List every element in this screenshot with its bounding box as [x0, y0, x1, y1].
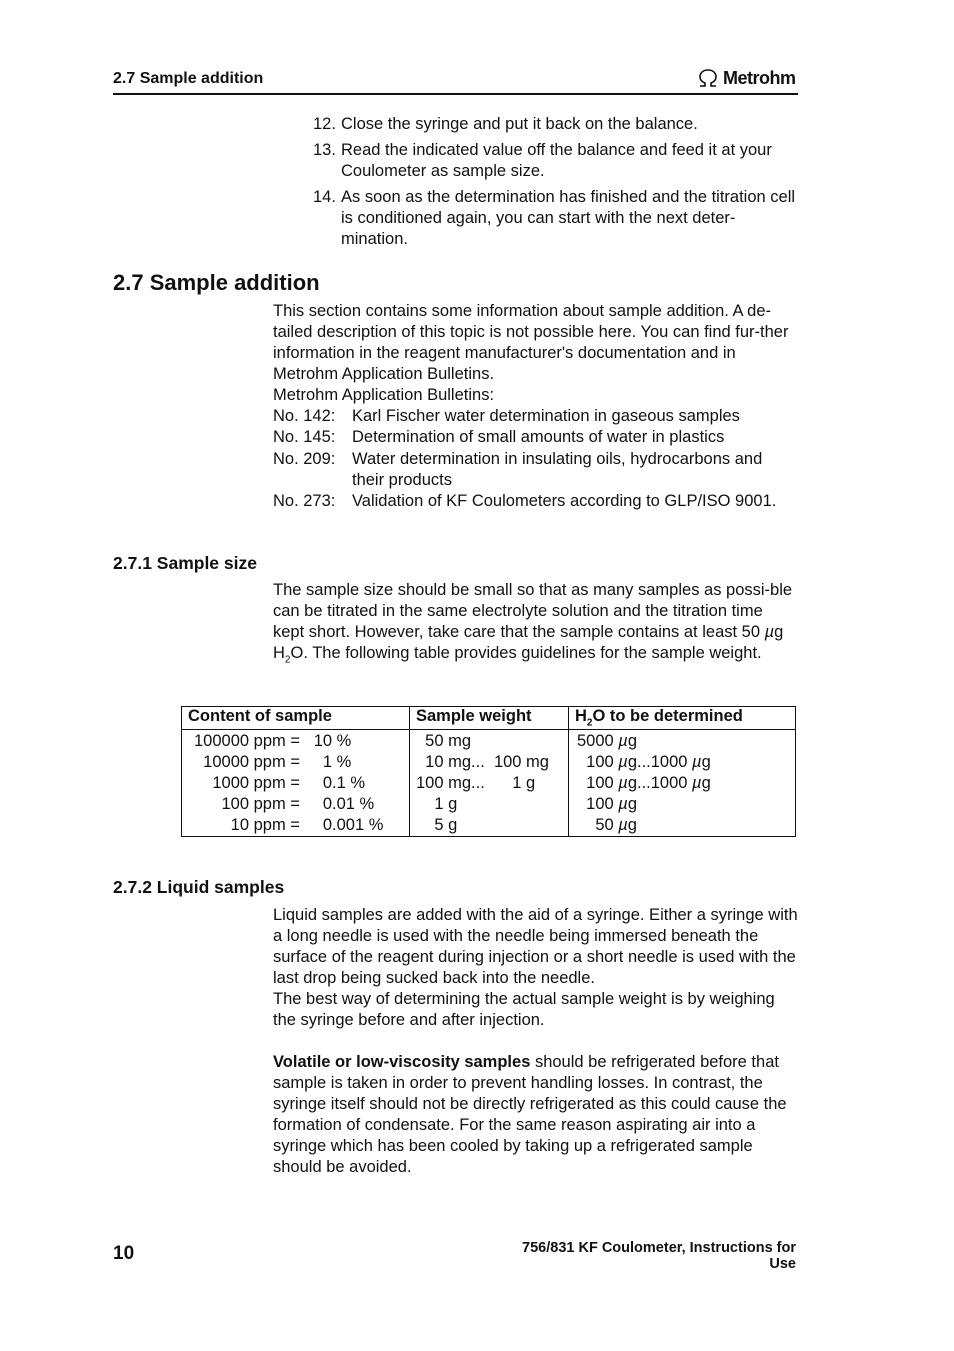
text-run: g...1000 [627, 774, 693, 792]
column-header: Sample weight [410, 707, 569, 730]
text-run: g [627, 732, 637, 750]
text-run: 100 [577, 774, 619, 792]
table-cell: 100000 ppm = 10 % [194, 732, 352, 750]
table-header-row [182, 707, 796, 730]
list-item [313, 140, 798, 182]
liquid-paragraph-3 [273, 1052, 798, 1178]
bulletin-item [273, 427, 798, 448]
footer-title: 756/831 KF Coulometer, Instructions for Use [522, 1240, 796, 1272]
section-heading: 2.7 Sample addition [113, 270, 320, 295]
weight-column [410, 730, 569, 837]
step-number: 14. [313, 188, 336, 206]
bulletin-title: Determination of small amounts of water in plastics [352, 428, 725, 446]
content-column [182, 730, 410, 837]
step-text: Close the syringe and put it back on the balance. [341, 115, 698, 133]
sample-weight-table [181, 706, 796, 837]
bulletin-number: No. 145: [273, 428, 336, 446]
subscript: 2 [284, 654, 291, 666]
bulletin-number: No. 273: [273, 492, 336, 510]
bulletin-number: No. 142: [273, 407, 336, 425]
text-run: O to be determined [592, 707, 743, 725]
bulletin-title: Water determination in insulating oils, hydrocarbons and their products [352, 450, 763, 489]
page-number: 10 [113, 1243, 135, 1264]
subsection-heading-liquid-samples: 2.7.2 Liquid samples [113, 877, 285, 897]
table-cell: 50 mg [416, 732, 472, 750]
table-cell: 10 mg... 100 mg [416, 753, 549, 771]
bulletin-item [273, 491, 798, 512]
table-cell: 1 g [416, 795, 458, 813]
table-cell: 100 ppm = 0.01 % [194, 795, 375, 813]
running-header: 2.7 Sample addition [113, 70, 264, 87]
subsection-heading-sample-size: 2.7.1 Sample size [113, 553, 257, 573]
bulletins-label: Metrohm Application Bulletins: [273, 386, 495, 404]
step-number: 12. [313, 115, 336, 133]
logo-wordmark: Metrohm [723, 67, 796, 88]
section-intro: This section contains some information about sample addition. A de-tailed description of this topic is not possible here. You can find fur-ther information in the reagent manufacturer's documentation and in Metrohm Application Bulletins. [273, 302, 789, 383]
text-run: 100 [577, 795, 619, 813]
text-run: 100 [577, 753, 619, 771]
text-run: 5000 [577, 732, 619, 750]
mu-symbol: µ [618, 795, 628, 813]
list-item [313, 187, 798, 250]
bulletin-title: Karl Fischer water determination in gaseous samples [352, 407, 740, 425]
list-item [313, 114, 798, 135]
text-run: g H [273, 623, 784, 662]
table-cell: 5 g [416, 816, 458, 834]
bulletin-item [273, 406, 798, 427]
table-cell [577, 752, 795, 773]
text-run: g [701, 753, 711, 771]
text-run: 50 [577, 816, 619, 834]
liquid-paragraph-1: Liquid samples are added with the aid of a syringe. Either a syringe with a long needle is used with the needle being immersed beneath the surface of the reagent during injection or a short needle is used with the last drop being sucked back into the needle. [273, 906, 798, 987]
table-row [182, 730, 796, 837]
text-run: O. The following table provides guidelines for the sample weight. [290, 644, 762, 662]
text-run: g [701, 774, 711, 792]
bulletin-number: No. 209: [273, 450, 336, 468]
table-cell: 10 ppm = 0.001 % [194, 816, 384, 834]
bold-lead-in: Volatile or low-viscosity samples [273, 1053, 531, 1071]
column-header: Content of sample [182, 707, 410, 730]
table-cell [577, 731, 795, 752]
mu-symbol: µ [618, 753, 628, 771]
header-divider [113, 93, 798, 95]
water-column [569, 730, 796, 837]
bulletin-title: Validation of KF Coulometers according to GLP/ISO 9001. [352, 492, 777, 510]
text-run: g [627, 795, 637, 813]
step-number: 13. [313, 141, 336, 159]
table-cell [577, 815, 795, 836]
table-cell [577, 773, 795, 794]
metrohm-logo [697, 66, 796, 90]
text-run: The sample size should be small so that as many samples as possi-ble can be titrated in the same electrolyte solution and the titration time kept short. However, take care that the sample contains at least 50 [273, 581, 793, 641]
column-header [569, 707, 796, 730]
text-run: should be refrigerated before that sample is taken in order to prevent handling losses. In contrast, the syringe itself should not be directly refrigerated as this could cause the formation of condensate. For the same reason aspirating air into a syringe which has been cooled by taking up a refrigerated sample should be avoided. [273, 1053, 787, 1176]
subscript: 2 [586, 717, 593, 729]
bulletin-item [273, 449, 798, 491]
table-cell [577, 794, 795, 815]
mu-symbol: µ [618, 816, 628, 834]
sample-size-paragraph [273, 580, 798, 670]
table-cell: 1000 ppm = 0.1 % [194, 774, 366, 792]
table-cell: 100 mg... 1 g [416, 774, 536, 792]
liquid-paragraph-2: The best way of determining the actual sample weight is by weighing the syringe before and after injection. [273, 990, 775, 1029]
mu-symbol: µ [618, 774, 628, 792]
omega-logo-icon [697, 68, 719, 88]
step-text: As soon as the determination has finished and the titration cell is conditioned again, you can start with the next deter-mination. [341, 188, 796, 248]
mu-symbol: µ [692, 753, 702, 771]
table-cell: 10000 ppm = 1 % [194, 753, 352, 771]
mu-symbol: µ [692, 774, 702, 792]
mu-symbol: µ [764, 623, 775, 641]
step-text: Read the indicated value off the balance and feed it at your Coulometer as sample size. [341, 141, 772, 180]
text-run: H [575, 707, 587, 725]
mu-symbol: µ [618, 732, 628, 750]
text-run: g...1000 [627, 753, 693, 771]
text-run: g [627, 816, 637, 834]
